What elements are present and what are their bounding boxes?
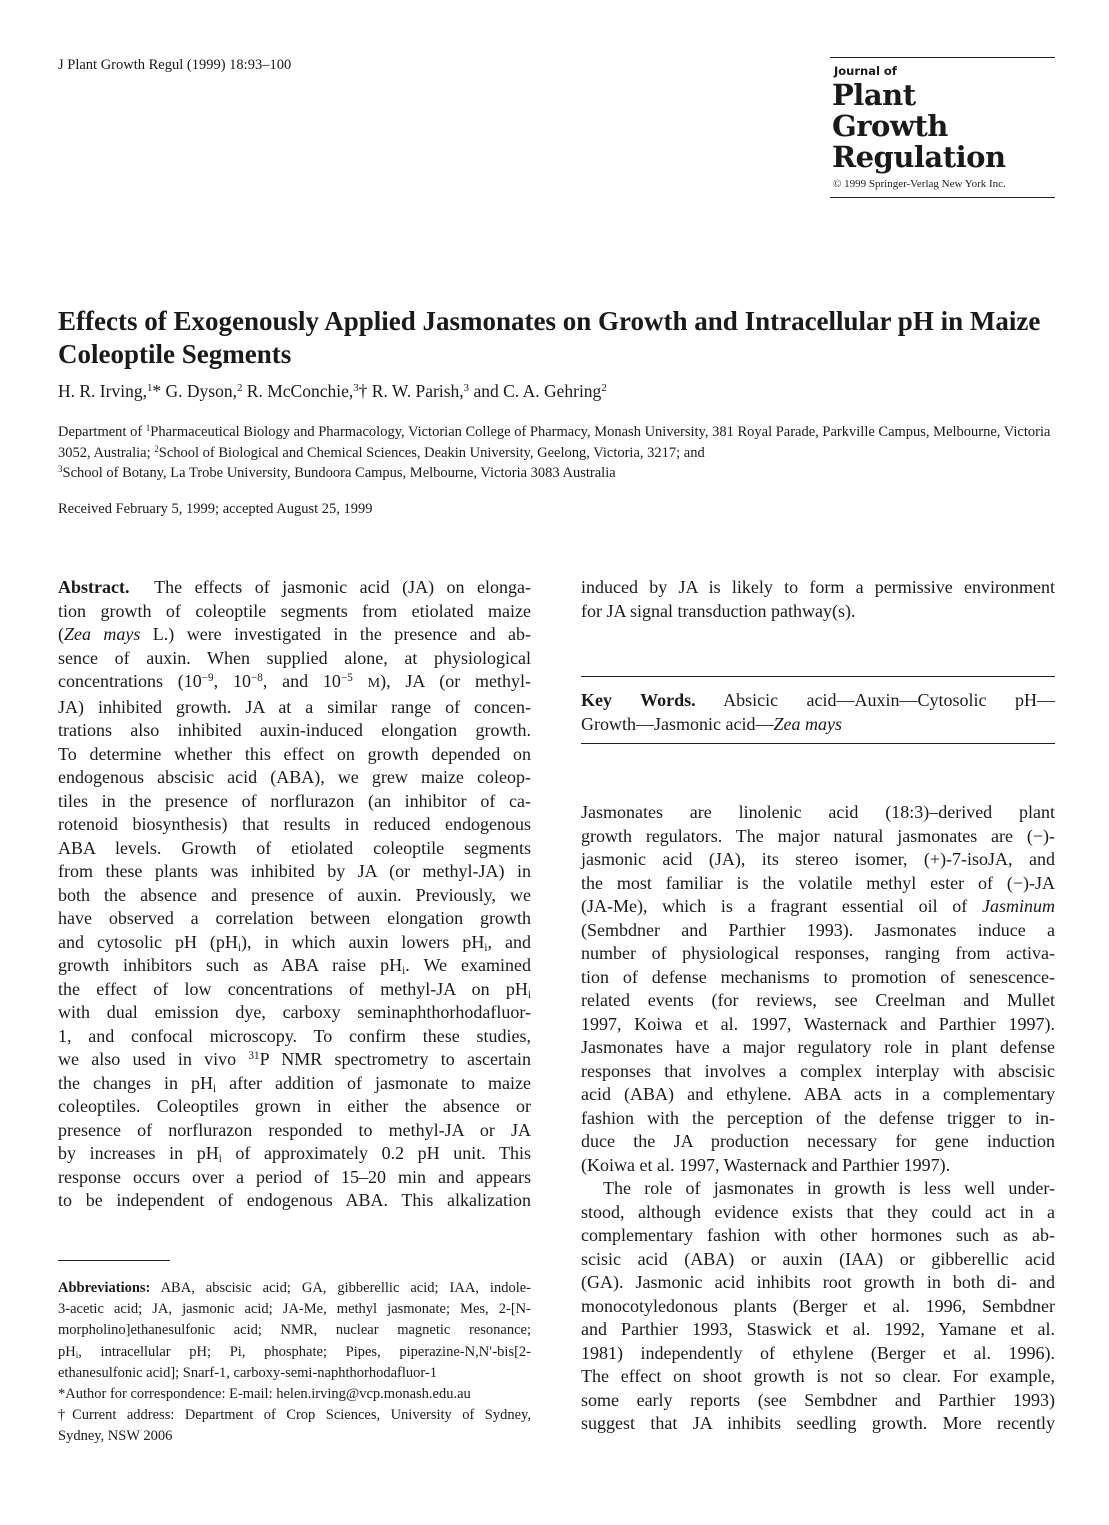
text-span: ABA, abscisic acid; GA, gibberellic acid; IAA, indole- (160, 1280, 531, 1296)
text-line: response occurs over a period of 15–20 min and appears (58, 1166, 531, 1187)
logo-journal-of: Journal of (834, 64, 897, 78)
text-line: scisic acid (ABA) or auxin (IAA) or gibberellic acid (581, 1248, 1055, 1269)
text-line: some early reports (see Sembdner and Parthier 1993) (581, 1389, 1055, 1410)
text-line: the most familiar is the volatile methyl ester of (−)-JA (581, 872, 1055, 893)
exponent: −5 (340, 671, 353, 684)
received-dates: Received February 5, 1999; accepted August 25, 1999 (58, 501, 373, 517)
affil-mark: 3 (58, 464, 63, 475)
subscript: i (402, 964, 406, 977)
author-name: G. Dyson, (165, 381, 237, 401)
text-line: morpholino]ethanesulfonic acid; NMR, nuclear magnetic resonance; (58, 1322, 531, 1339)
text-line: have observed a correlation between elongation growth (58, 908, 531, 928)
text-line: presence of norflurazon responded to methyl-JA or JA (58, 1119, 531, 1140)
logo-line-growth: Growth (832, 109, 948, 143)
text-line: suggest that JA inhibits seedling growth. More recently (581, 1413, 1055, 1433)
author-symbol: † (358, 381, 368, 401)
text-line: fashion with the perception of the defense trigger to in- (581, 1107, 1055, 1128)
abstract-label: Abstract. (58, 577, 130, 597)
footnote-divider (58, 1260, 170, 1261)
text-line: rotenoid biosynthesis) that results in reduced endogenous (58, 814, 531, 834)
text-line: Sydney, NSW 2006 (58, 1428, 173, 1445)
exponent: −9 (201, 671, 214, 684)
journal-citation: J Plant Growth Regul (1999) 18:93–100 (58, 57, 292, 73)
article-title: Effects of Exogenously Applied Jasmonates on Growth and Intracellular pH in Maize Coleoptile Segments (58, 306, 1041, 369)
keywords-box (581, 676, 1055, 744)
text-line: both the absence and presence of auxin. Previously, we (58, 884, 531, 905)
text-line: complementary fashion with other hormones such as ab- (581, 1225, 1055, 1245)
author-affil-mark: 3 (353, 382, 359, 395)
genus-name: Jasminum (982, 896, 1055, 916)
text-span: . We examined (405, 955, 532, 975)
text-span: (JA-Me), which is a fragrant essential oil of (581, 896, 982, 916)
author-affil-mark: 2 (236, 382, 243, 395)
text-line: tion growth of coleoptile segments from etiolated maize (58, 600, 531, 621)
text-line: (GA). Jasmonic acid inhibits root growth in both di- and (581, 1272, 1055, 1292)
text-span: ), JA (or methyl- (380, 671, 532, 691)
text-line: induced by JA is likely to form a permissive environment (581, 577, 1055, 597)
subscript: i (218, 1152, 222, 1165)
affil-mark: 1 (145, 423, 151, 434)
keywords-label: Key Words. (581, 690, 696, 710)
text-span: ( (58, 624, 64, 644)
text-line: endogenous abscisic acid (ABA), we grew maize coleop- (58, 767, 531, 787)
introduction (581, 801, 1055, 1436)
species-name: Zea mays (773, 713, 842, 734)
unit-molar: M (367, 675, 381, 691)
text-line: duce the JA production necessary for gene induction (581, 1131, 1055, 1151)
text-line: JA) inhibited growth. JA at a similar range of concen- (58, 696, 531, 717)
text-span: of approximately 0.2 pH unit. This (221, 1143, 532, 1163)
abbreviations-label: Abbreviations: (58, 1280, 151, 1296)
text-span: we also used in vivo (58, 1049, 249, 1069)
text-line: 3-acetic acid; JA, jasmonic acid; JA-Me, methyl jasmonate; Mes, 2-[N- (58, 1301, 531, 1318)
text-span: P NMR spectrometry to ascertain (259, 1049, 531, 1069)
text-line: number of physiological responses, ranging from activa- (581, 943, 1055, 963)
author-name: H. R. Irving, (58, 381, 147, 401)
text-span: , and (487, 931, 532, 952)
text-line: 1981) independently of ethylene (Berger et al. 1996). (581, 1342, 1055, 1363)
correspondence-note: *Author for correspondence: E-mail: helen.irving@vcp.monash.edu.au (58, 1386, 471, 1403)
text-line: to be independent of endogenous ABA. This alkalization (58, 1190, 531, 1210)
text-span: Growth—Jasmonic acid— (581, 713, 774, 734)
abstract-continuation (581, 576, 1055, 623)
text-line: ethanesulfonic acid]; Snarf-1, carboxy-semi-naphthorhodafluor-1 (58, 1364, 437, 1381)
text-line: The role of jasmonates in growth is less well under- (603, 1178, 1055, 1198)
text-span: Absicic acid—Auxin—Cytosolic pH— (723, 690, 1055, 710)
text-line: To determine whether this effect on growth depended on (58, 743, 531, 764)
text-line: (Sembdner and Parthier 1993). Jasmonates induce a (581, 919, 1055, 940)
text-span: L.) were investigated in the presence and ab- (140, 624, 531, 644)
text-span: , and 10 (262, 671, 341, 691)
text-span: ), in which auxin lowers pH (241, 931, 485, 952)
abstract (58, 576, 531, 1213)
current-address-note: †Current address: Department of Crop Sciences, University of Sydney, (58, 1407, 531, 1424)
affil-1: Pharmaceutical Biology and Pharmacology, Victorian College of Pharmacy, Monash University, 381 Royal Parade, Parkville Campus, Melbourne, Victoria 3052, Australia; (58, 424, 1051, 461)
text-line: jasmonic acid (JA), its stereo isomer, (+)-7-isoJA, and (581, 849, 1055, 869)
text-line: tion of defense mechanisms to promotion of senescence- (581, 966, 1055, 987)
text-line: trations also inhibited auxin-induced elongation growth. (58, 720, 531, 740)
subscript: i (212, 1082, 217, 1095)
subscript: i (484, 941, 488, 954)
logo-line-regulation: Regulation (832, 140, 1006, 174)
text-line: Jasmonates have a major regulatory role in plant defense (581, 1037, 1055, 1057)
text-line: The effect on shoot growth is not so clear. For example, (581, 1366, 1055, 1386)
affil-2: School of Biological and Chemical Sciences, Deakin University, Geelong, Victoria, 3217; and (158, 444, 705, 461)
text-line: related events (for reviews, see Creelman and Mullet (581, 990, 1055, 1010)
text-line: coleoptiles. Coleoptiles grown in either the absence or (58, 1096, 531, 1116)
text-line: sence of auxin. When supplied alone, at physiological (58, 647, 531, 668)
text-line: with dual emission dye, carboxy seminaphthorhodafluor- (58, 1002, 531, 1022)
text-line: 1997, Koiwa et al. 1997, Wasternack and Parthier 1997). (581, 1013, 1055, 1034)
text-line: Jasmonates are linolenic acid (18:3)–derived plant (581, 802, 1055, 822)
text-line: (Koiwa et al. 1997, Wasternack and Parthier 1997). (581, 1154, 951, 1175)
text-span: pH (58, 1343, 76, 1360)
text-line: acid (ABA) and ethylene. ABA acts in a complementary (581, 1084, 1055, 1104)
author-name: R. W. Parish, (371, 381, 464, 401)
affil-prefix: Department of (58, 424, 146, 440)
text-line: monocotyledonous plants (Berger et al. 1996, Sembdner (581, 1295, 1055, 1316)
text-line: for JA signal transduction pathway(s). (581, 600, 856, 621)
exponent: −8 (250, 671, 263, 684)
text-line: The effects of jasmonic acid (JA) on elonga- (154, 577, 532, 597)
text-span: the effect of low concentrations of methyl-JA on pH (58, 978, 528, 999)
text-line: and Parthier 1993, Staswick et al. 1992, Yamane et al. (581, 1319, 1055, 1339)
isotope-mark: 31 (248, 1049, 260, 1062)
subscript: i (237, 941, 242, 954)
text-line: growth regulators. The major natural jasmonates are (−)- (581, 825, 1055, 846)
affil-3: School of Botany, La Trobe University, Bundoora Campus, Melbourne, Victoria 3083 Australia (62, 465, 616, 482)
text-span: , 10 (213, 671, 251, 691)
logo-copyright: © 1999 Springer-Verlag New York Inc. (833, 178, 1006, 190)
author-list (58, 381, 607, 402)
author-name: and C. A. Gehring (473, 381, 602, 401)
text-line: responses that involves a complex interplay with abscisic (581, 1060, 1055, 1081)
journal-logo (830, 57, 1055, 198)
text-span: and cytosolic pH (pH (58, 931, 238, 952)
text-span: concentrations (10 (58, 671, 202, 691)
species-name: Zea mays (64, 624, 141, 644)
author-affil-mark: 3 (463, 382, 470, 395)
affiliations (58, 422, 1053, 484)
author-name: R. McConchie, (246, 381, 354, 401)
affil-mark: 2 (154, 443, 159, 454)
text-span: , intracellular pH; Pi, phosphate; Pipes, piperazine-N,N′-bis[2- (78, 1343, 531, 1360)
text-line: from these plants was inhibited by JA (or methyl-JA) in (58, 861, 531, 881)
text-span: by increases in pH (58, 1143, 219, 1163)
text-line: tiles in the presence of norflurazon (an inhibitor of ca- (58, 790, 531, 811)
logo-line-plant: Plant (832, 78, 916, 112)
text-span: the changes in pH (58, 1072, 213, 1093)
footnotes (58, 1278, 531, 1448)
author-symbol: * (152, 381, 162, 401)
text-line: ABA levels. Growth of etiolated coleoptile segments (58, 837, 531, 858)
text-span: growth inhibitors such as ABA raise pH (58, 955, 403, 975)
text-line: stood, although evidence exists that they could act in a (581, 1201, 1055, 1222)
text-line: 1, and confocal microscopy. To confirm these studies, (58, 1025, 531, 1046)
text-span: after addition of jasmonate to maize (216, 1072, 531, 1093)
subscript: i (527, 988, 531, 1001)
author-affil-mark: 2 (601, 382, 607, 395)
subscript: i (75, 1349, 79, 1360)
author-affil-mark: 1 (146, 382, 153, 395)
